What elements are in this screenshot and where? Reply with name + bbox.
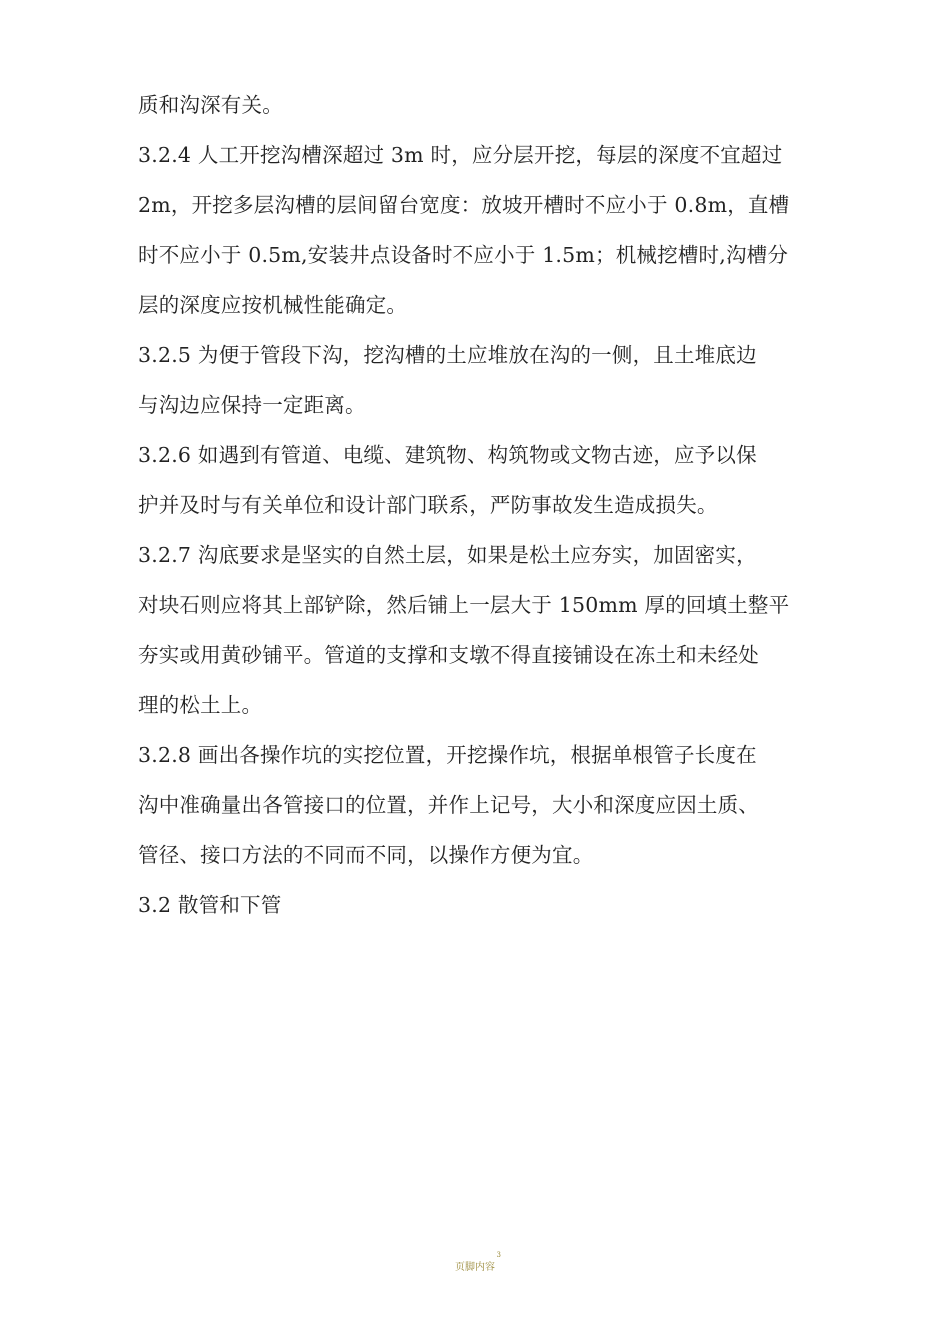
text-line-3: 2m，开挖多层沟槽的层间留台宽度：放坡开槽时不应小于 0.8m，直槽 bbox=[138, 193, 790, 217]
text-line-16: 管径、接口方法的不同而不同，以操作方便为宜。 bbox=[138, 843, 594, 867]
body-text bbox=[138, 80, 818, 930]
footer-wrap bbox=[455, 1251, 501, 1273]
text-line-6: 3.2.5 为便于管段下沟，挖沟槽的土应堆放在沟的一侧，且土堆底边 bbox=[138, 343, 757, 367]
text-line-14: 3.2.8 画出各操作坑的实挖位置，开挖操作坑，根据单根管子长度在 bbox=[138, 743, 757, 767]
page-footer bbox=[0, 1251, 950, 1273]
text-line-11: 对块石则应将其上部铲除，然后铺上一层大于 150mm 厚的回填土整平 bbox=[138, 593, 790, 617]
text-line-8: 3.2.6 如遇到有管道、电缆、建筑物、构筑物或文物古迹，应予以保 bbox=[138, 443, 757, 467]
text-line-13: 理的松土上。 bbox=[138, 693, 263, 717]
text-line-2: 3.2.4 人工开挖沟槽深超过 3m 时，应分层开挖，每层的深度不宜超过 bbox=[138, 143, 783, 167]
text-line-10: 3.2.7 沟底要求是坚实的自然土层，如果是松土应夯实，加固密实， bbox=[138, 543, 757, 567]
footer-label: 页脚内容 bbox=[455, 1262, 495, 1273]
text-line-15: 沟中准确量出各管接口的位置，并作上记号，大小和深度应因土质、 bbox=[138, 793, 759, 817]
page-number: 3 bbox=[496, 1251, 501, 1259]
text-line-9: 护并及时与有关单位和设计部门联系，严防事故发生造成损失。 bbox=[138, 493, 718, 517]
text-line-1: 质和沟深有关。 bbox=[138, 93, 283, 117]
section-heading: 3.2 散管和下管 bbox=[138, 893, 282, 917]
text-line-4: 时不应小于 0.5m,安装井点设备时不应小于 1.5m；机械挖槽时,沟槽分 bbox=[138, 243, 789, 267]
text-line-12: 夯实或用黄砂铺平。管道的支撑和支墩不得直接铺设在冻土和未经处 bbox=[138, 643, 759, 667]
text-line-5: 层的深度应按机械性能确定。 bbox=[138, 293, 408, 317]
text-line-7: 与沟边应保持一定距离。 bbox=[138, 393, 366, 417]
